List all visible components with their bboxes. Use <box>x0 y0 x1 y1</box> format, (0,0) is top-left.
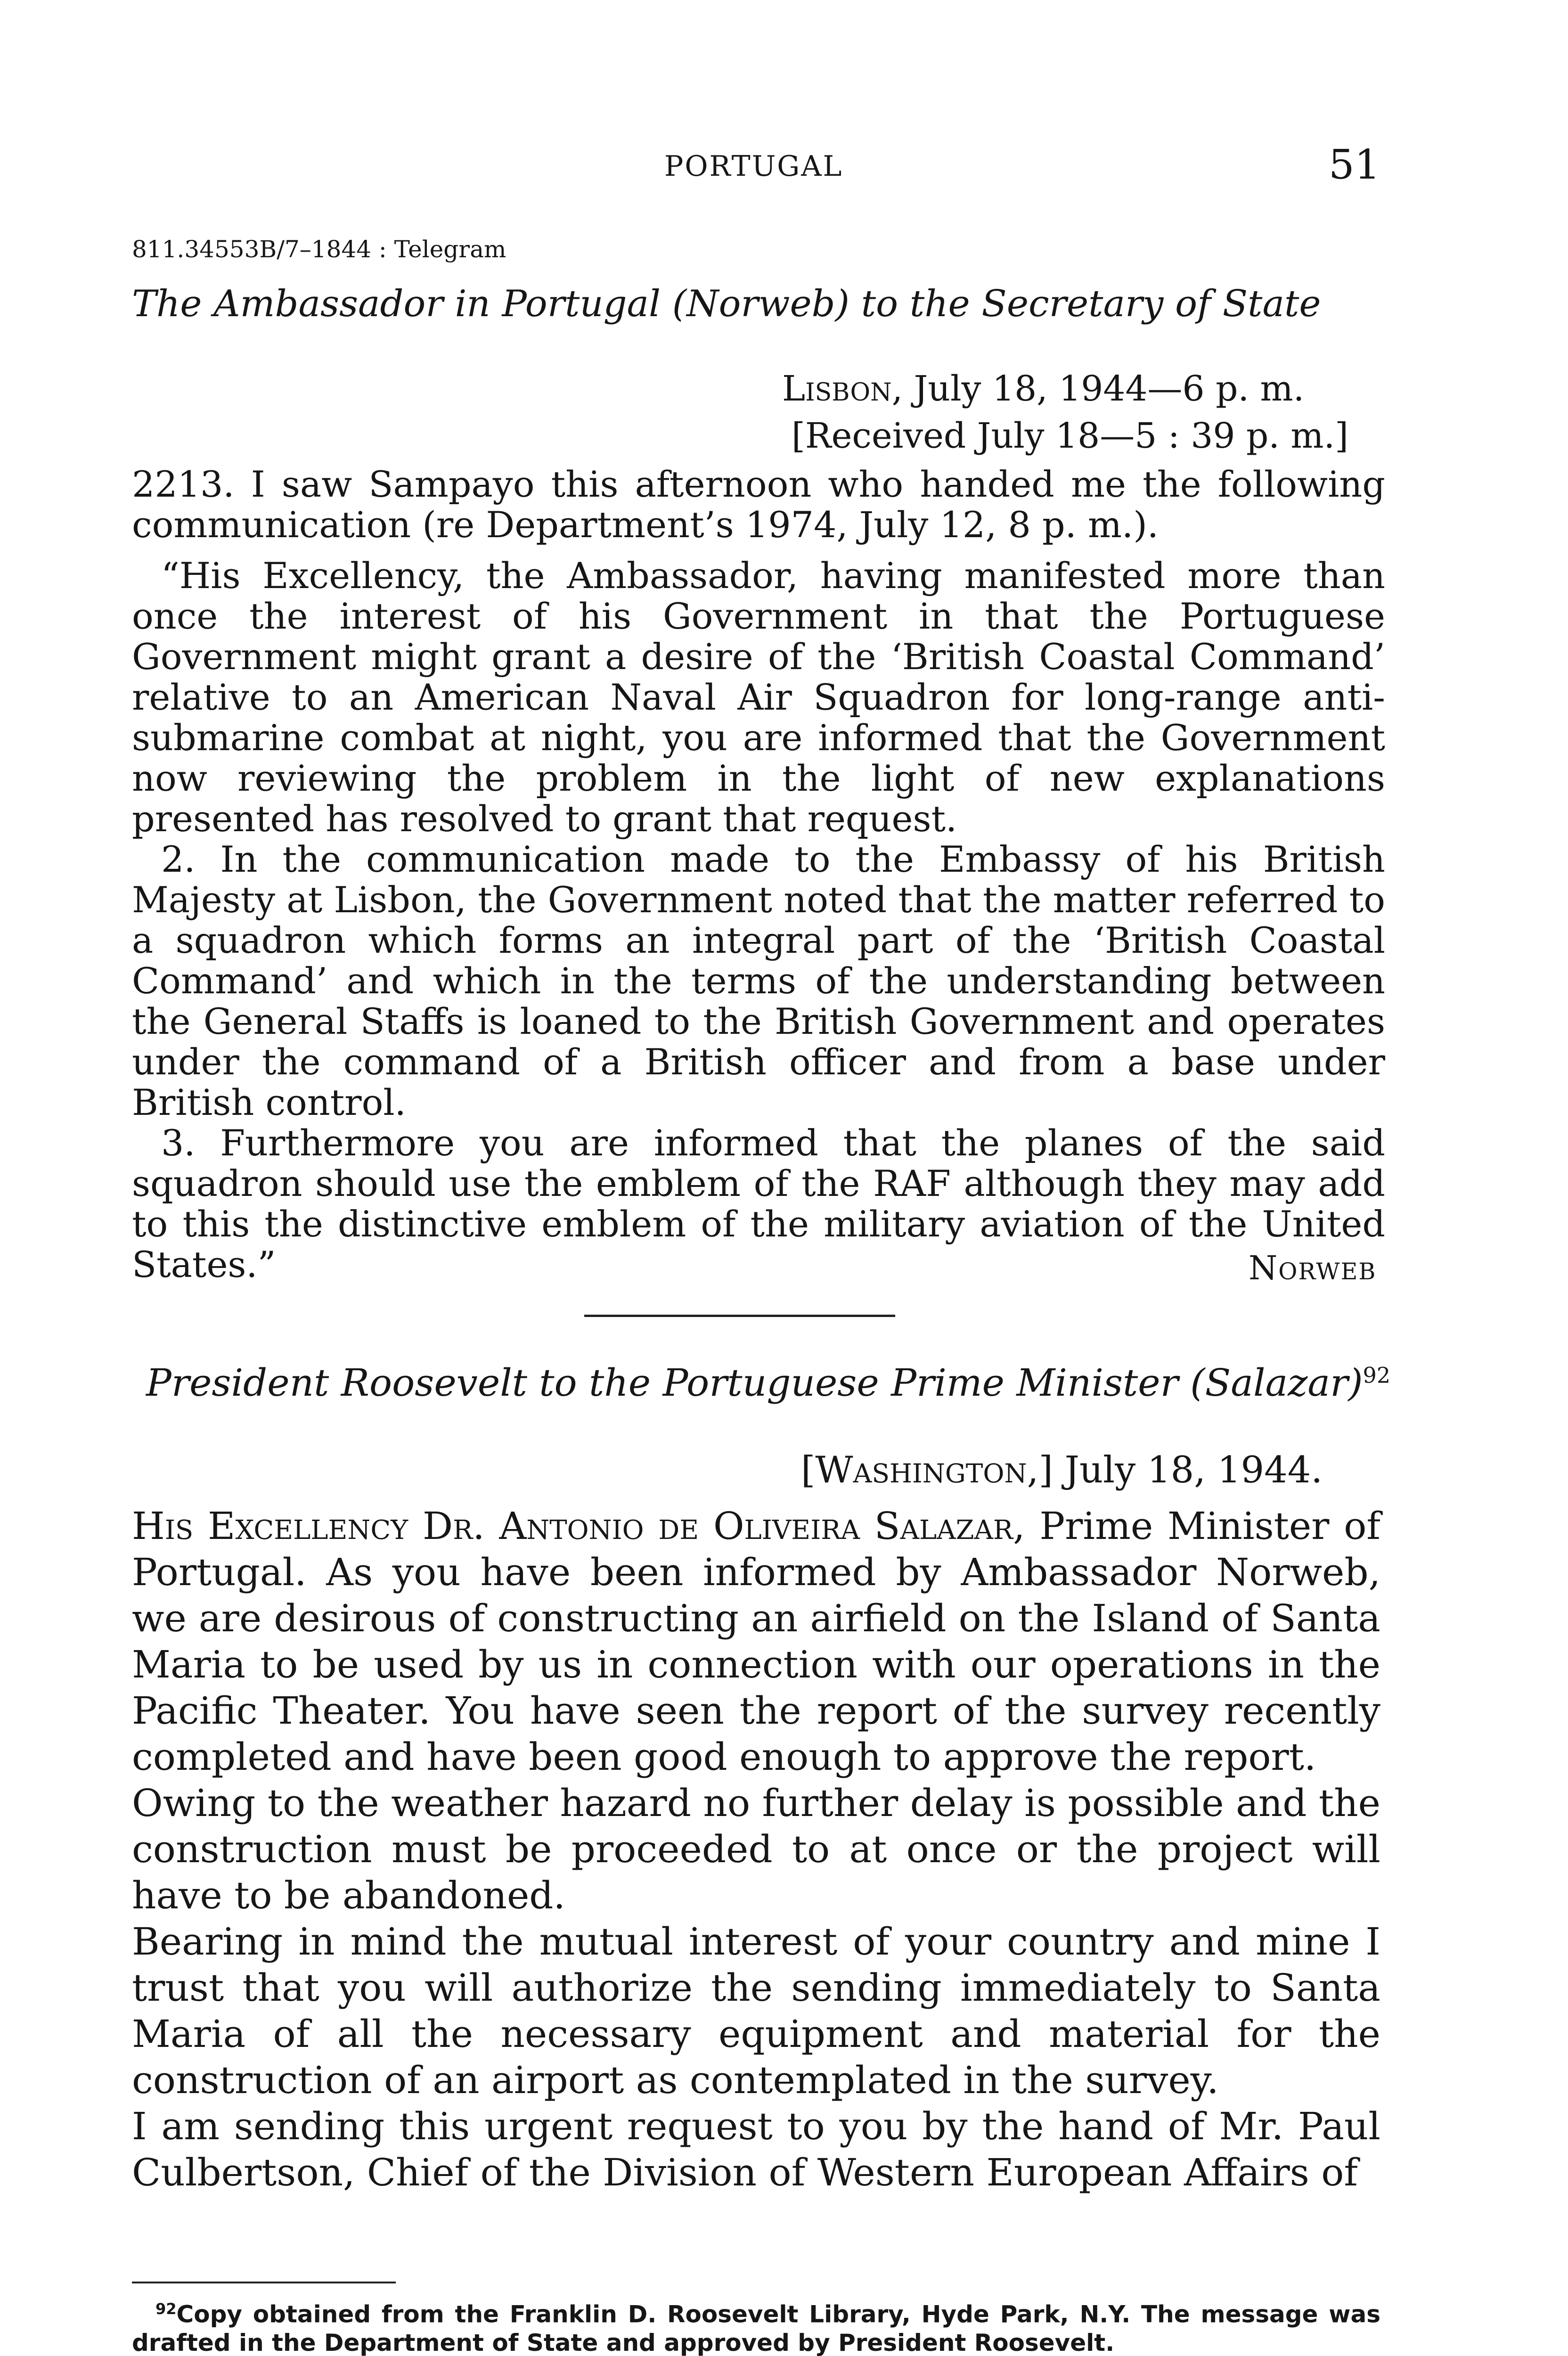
letter-paragraph-1 <box>132 1503 1380 1780</box>
letter-paragraph-3: Bearing in mind the mutual interest of your country and mine I trust that you will authorize the sending immediately to Santa Maria of all the necessary equipment and material for the construction of an airport as contemplated in the survey. <box>132 1920 1380 2102</box>
telegram-dateline <box>782 365 1348 459</box>
footnote-reference: 92 <box>1363 1362 1391 1388</box>
letter-dateline-date: July 18, 1944. <box>1053 1449 1323 1491</box>
letter-body <box>132 1503 1380 2196</box>
letter-paragraph-2: Owing to the weather hazard no further delay is possible and the construction must be proceeded to at once or the project will have to be abandoned. <box>132 1781 1380 1917</box>
telegram-heading: The Ambassador in Portugal (Norweb) to the Secretary of State <box>132 283 1321 325</box>
footnote-divider <box>132 2282 396 2283</box>
telegram-paragraph-1: “His Excellency, the Ambassador, having manifested more than once the interest of his Government in that the Portuguese Government might grant a desire of the ‘British Coastal Command’ relative to an American Naval Air Squadron for long-range anti-submarine combat at night, you are informed that the Government now reviewing the problem in the light of new explanations presented has resolved to grant that request. <box>132 555 1385 840</box>
section-divider <box>584 1315 895 1317</box>
dateline-place: Lisbon <box>782 368 892 409</box>
letter-paragraph-4: I am sending this urgent request to you by the hand of Mr. Paul Culbertson, Chief of the Division of Western European Affairs of <box>132 2104 1380 2194</box>
footnote-number: 92 <box>155 2300 177 2318</box>
telegram-intro: 2213. I saw Sampayo this afternoon who handed me the following communication (re Department’s 1974, July 12, 8 p. m.). <box>132 463 1385 546</box>
file-reference: 811.34553B/7–1844 : Telegram <box>132 236 506 263</box>
letter-dateline-place: [Washington,] <box>801 1449 1053 1491</box>
page-number: 51 <box>1329 141 1380 188</box>
telegram-paragraph-2: 2. In the communication made to the Embassy of his British Majesty at Lisbon, the Government noted that the matter referred to a squadron which forms an integral part of the ‘British Coastal Command’ and which in the terms of the understanding between the General Staffs is loaned to the British Government and operates under the command of a British officer and from a base under British control. <box>132 838 1385 1123</box>
letter-salutation: His Excellency Dr. Antonio de Oliveira Salazar <box>132 1504 1013 1548</box>
dateline-date: , July 18, 1944—6 p. m. <box>891 368 1305 409</box>
letter-dateline <box>801 1449 1323 1491</box>
running-header: PORTUGAL <box>664 150 843 183</box>
footnote <box>132 2295 1380 2356</box>
footnote-text: Copy obtained from the Franklin D. Roosevelt Library, Hyde Park, N.Y. The message was drafted in the Department of State and approved by President Roosevelt. <box>132 2300 1380 2356</box>
letter-paragraph-1-text: , Prime Minister of Portugal. As you have been informed by Ambassador Norweb, we are desirous of constructing an airfield on the Island of Santa Maria to be used by us in connection with our operations in the Pacific Theater. You have seen the report of the survey recently completed and have been good enough to approve the report. <box>132 1504 1380 1779</box>
letter-heading <box>146 1361 1390 1405</box>
telegram-paragraph-3: 3. Furthermore you are informed that the planes of the said squadron should use the emblem of the RAF although they may add to this the distinctive emblem of the military aviation of the United States.” <box>132 1122 1385 1285</box>
signature: Norweb <box>1249 1249 1377 1287</box>
letter-heading-text: President Roosevelt to the Portuguese Prime Minister (Salazar) <box>146 1361 1363 1405</box>
telegram-body <box>132 464 1385 1285</box>
received-line: [Received July 18—5 : 39 p. m.] <box>792 416 1348 456</box>
